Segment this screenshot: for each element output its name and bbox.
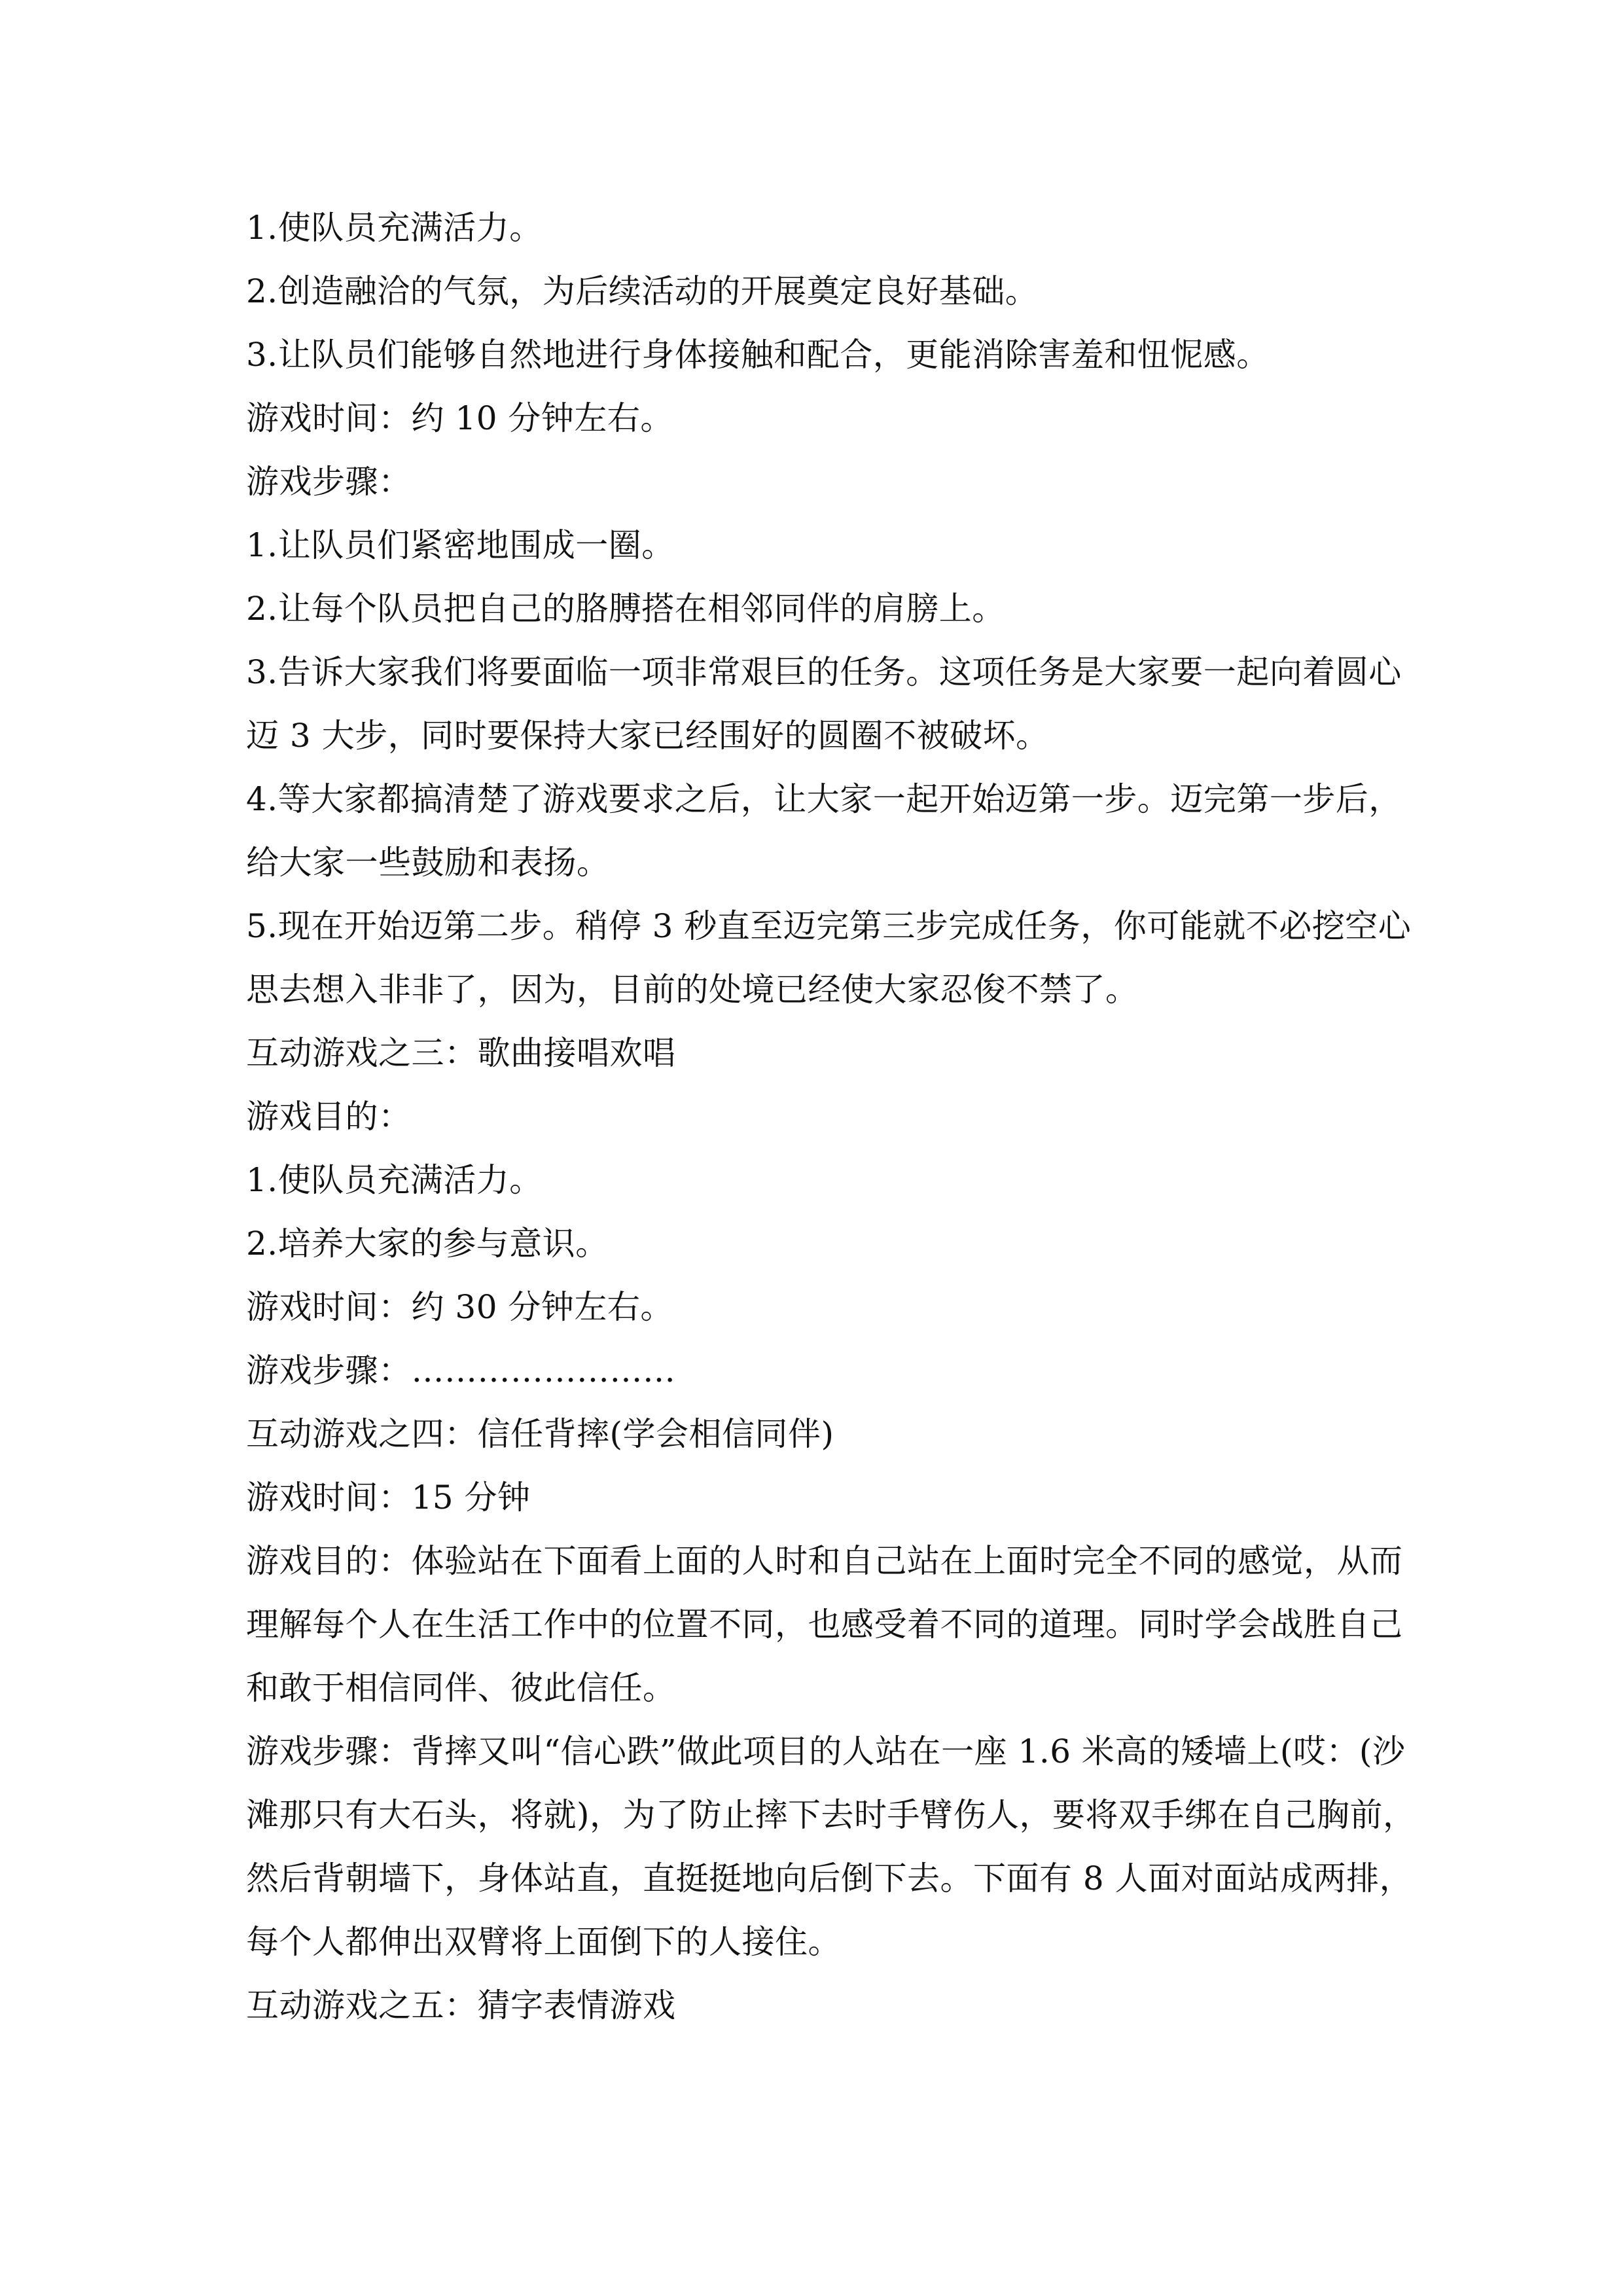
game-objective-game-4-continued: 理解每个人在生活工作中的位置不同，也感受着不同的道理。同时学会战胜自己: [246, 1605, 1403, 1643]
game-steps-game-3: 游戏步骤：……………………: [246, 1352, 676, 1390]
step-item-2: 2.让每个队员把自己的胳膊搭在相邻同伴的肩膀上。: [246, 590, 1005, 628]
game-objective-heading: 游戏目的：: [246, 1098, 412, 1136]
game-duration-game-4: 游戏时间：15 分钟: [246, 1479, 531, 1516]
game-steps-heading: 游戏步骤：: [246, 463, 412, 501]
step-item-3: 3.告诉大家我们将要面临一项非常艰巨的任务。这项任务是大家要一起向着圆心: [246, 653, 1402, 691]
objective-item-2-game-3: 2.培养大家的参与意识。: [246, 1225, 609, 1263]
section-heading-game-3: 互动游戏之三：歌曲接唱欢唱: [246, 1034, 676, 1072]
section-heading-game-5: 互动游戏之五：猜字表情游戏: [246, 1986, 676, 2024]
objective-item-1-game-3: 1.使队员充满活力。: [246, 1161, 543, 1199]
game-steps-game-4-end: 每个人都伸出双臂将上面倒下的人接住。: [246, 1923, 841, 1961]
game-steps-game-4-continued-2: 然后背朝墙下，身体站直，直挺挺地向后倒下去。下面有 8 人面对面站成两排，: [246, 1859, 1413, 1897]
game-duration: 游戏时间：约 10 分钟左右。: [246, 399, 673, 437]
game-steps-game-4: 游戏步骤：背摔又叫“信心跌”做此项目的人站在一座 1.6 米高的矮墙上(哎：(沙: [246, 1732, 1406, 1770]
game-duration-game-3: 游戏时间：约 30 分钟左右。: [246, 1288, 673, 1326]
objective-item-2: 2.创造融洽的气氛，为后续活动的开展奠定良好基础。: [246, 272, 1039, 310]
section-heading-game-4: 互动游戏之四：信任背摔(学会相信同伴): [246, 1415, 834, 1453]
objective-item-3: 3.让队员们能够自然地进行身体接触和配合，更能消除害羞和忸怩感。: [246, 336, 1270, 374]
objective-item-1: 1.使队员充满活力。: [246, 209, 543, 247]
step-item-1: 1.让队员们紧密地围成一圈。: [246, 526, 675, 564]
step-item-4-continued: 给大家一些鼓励和表扬。: [246, 844, 610, 882]
game-steps-game-4-continued: 滩那只有大石头，将就)，为了防止摔下去时手臂伤人，要将双手绑在自己胸前，: [246, 1796, 1416, 1834]
step-item-3-continued: 迈 3 大步，同时要保持大家已经围好的圆圈不被破坏。: [246, 717, 1049, 755]
document-body: [246, 196, 1416, 2037]
game-objective-game-4-end: 和敢于相信同伴、彼此信任。: [246, 1669, 676, 1707]
step-item-5: 5.现在开始迈第二步。稍停 3 秒直至迈完第三步完成任务，你可能就不必挖空心: [246, 907, 1412, 945]
step-item-5-continued: 思去想入非非了，因为，目前的处境已经使大家忍俊不禁了。: [246, 971, 1139, 1009]
game-objective-game-4: 游戏目的：体验站在下面看上面的人时和自己站在上面时完全不同的感觉，从而: [246, 1542, 1403, 1580]
step-item-4: 4.等大家都搞清楚了游戏要求之后，让大家一起开始迈第一步。迈完第一步后，: [246, 780, 1402, 818]
